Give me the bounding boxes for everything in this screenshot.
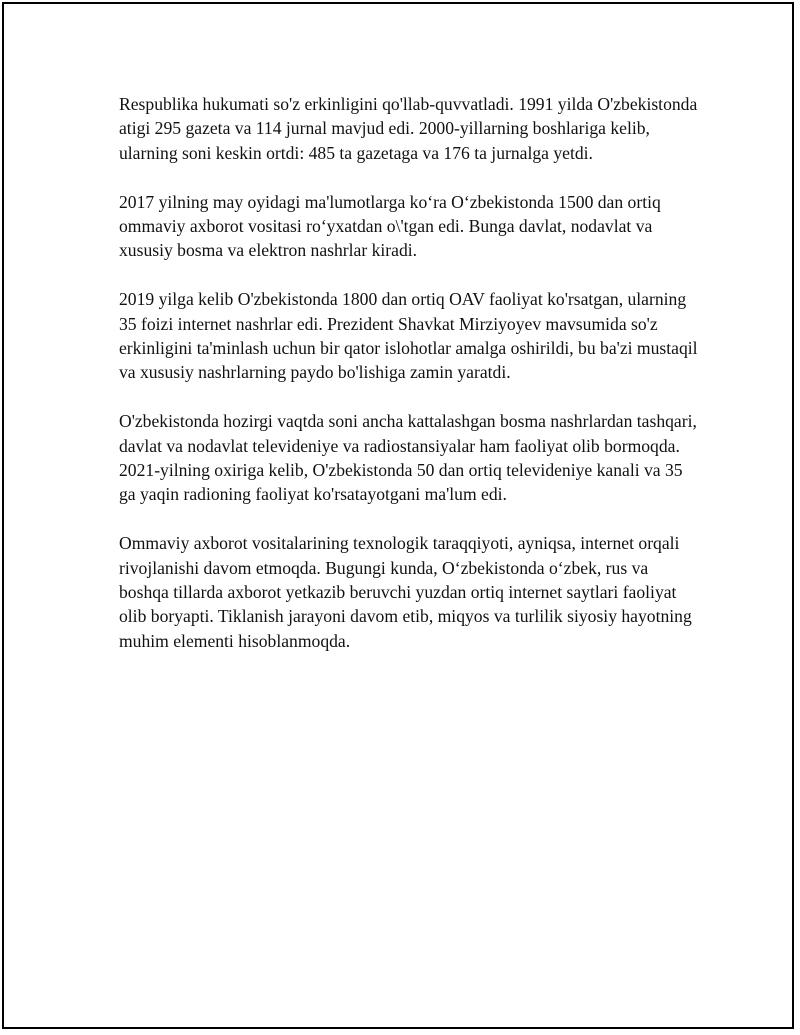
paragraph-1: Respublika hukumati so'z erkinligini qo'llab-quvvatladi. 1991 yilda O'zbekistonda atigi 295 gazeta va 114 jurnal mavjud edi. 2000-yillarning boshlariga kelib, ularning soni keskin ortdi: 485 ta gazetaga va 176 ta jurnalga yetdi. — [119, 94, 698, 163]
paragraph-2: 2017 yilning may oyidagi ma'lumotlarga ko‘ra O‘zbekistonda 1500 dan ortiq ommaviy axborot vositasi ro‘yxatdan o\'tgan edi. Bunga davlat, nodavlat va xususiy bosma va elektron nashrlar kiradi. — [119, 191, 661, 261]
paragraph-5: Ommaviy axborot vositalarining texnologik taraqqiyoti, ayniqsa, internet orqali rivojlanishi davom etmoqda. Bugungi kunda, O‘zbekistonda o‘zbek, rus va boshqa tillarda axborot yetkazib beruvchi yuzdan ortiq internet saytlari faoliyat olib boryapti. Tiklanish jarayoni davom etib, miqyos va turlilik siyosiy hayotning muhim elementi hisoblanmoqda. — [119, 533, 692, 651]
document-page — [2, 2, 794, 1029]
paragraph-3: 2019 yilga kelib O'zbekistonda 1800 dan ortiq OAV faoliyat ko'rsatgan, ularning 35 foizi internet nashrlar edi. Prezident Shavkat Mirziyoyev mavsumida so'z erkinligini ta'minlash uchun bir qator islohotlar amalga oshirildi, bu ba'zi mustaqil va xususiy nashrlarning paydo bo'lishiga zamin yaratdi. — [119, 289, 698, 383]
document-body — [119, 92, 699, 678]
paragraph-4: O'zbekistonda hozirgi vaqtda soni ancha kattalashgan bosma nashrlardan tashqari, davlat va nodavlat televideniye va radiostansiyalar ham faoliyat olib bormoqda. 2021-yilning oxiriga kelib, O'zbekistonda 50 dan ortiq televideniye kanali va 35 ga yaqin radioning faoliyat ko'rsatayotgani ma'lum edi. — [119, 411, 697, 505]
